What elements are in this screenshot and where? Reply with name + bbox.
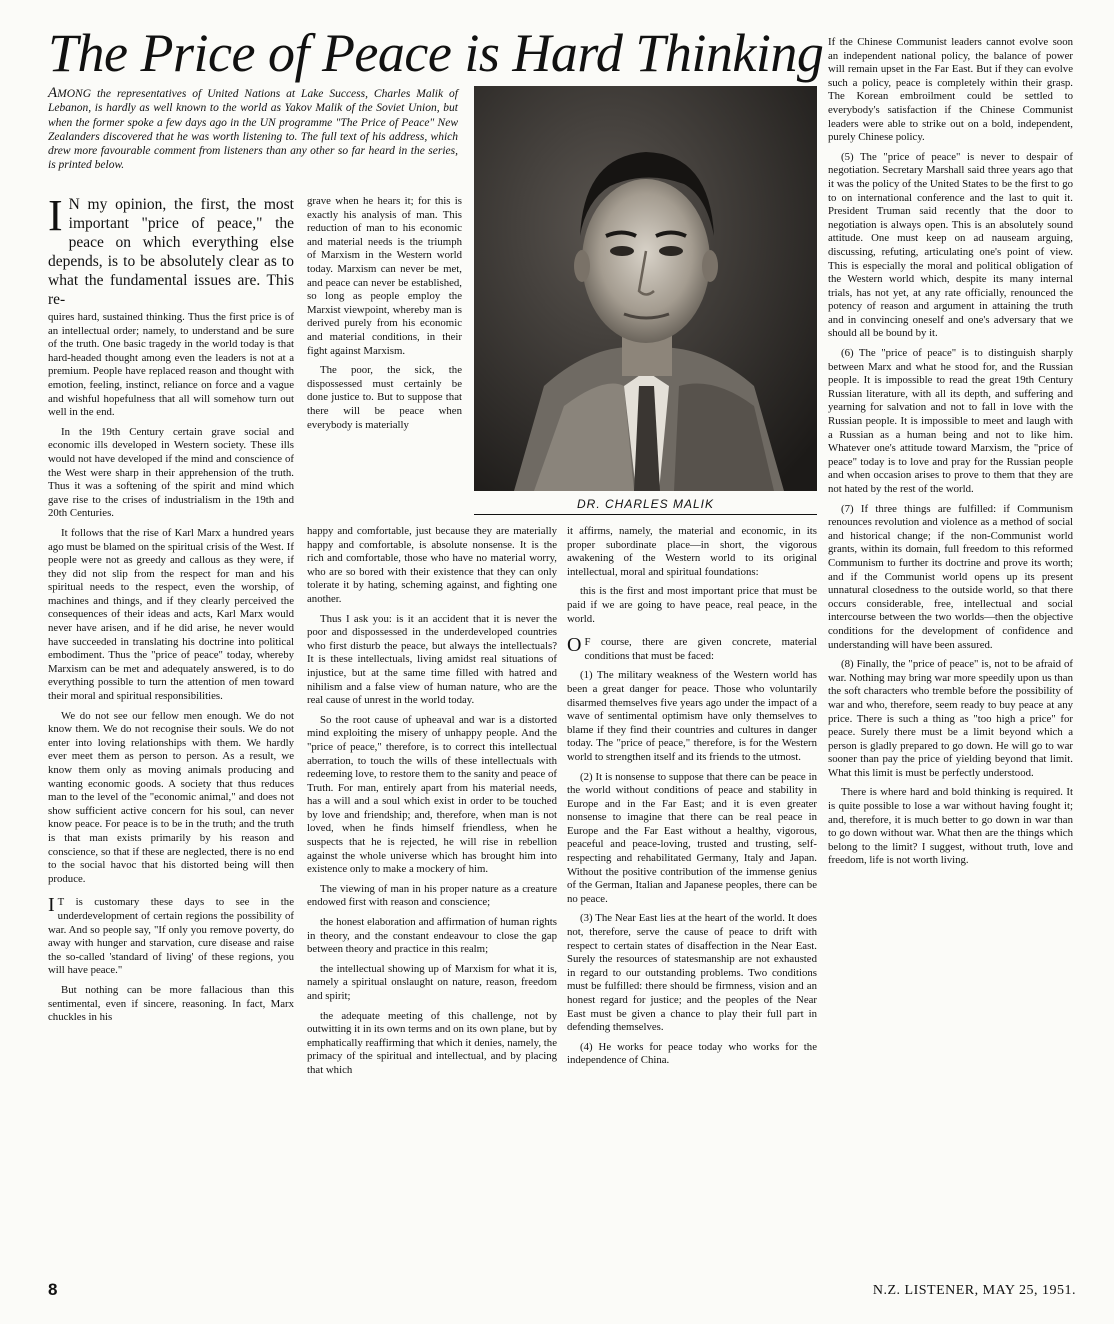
paragraph: the adequate meeting of this challenge, not by outwitting it in its own terms and on its own plane, but by emphatically reaffirming that which it denies, namely, the primacy of the spiritual and intellectual, and by placing that which <box>307 1009 557 1076</box>
portrait-photo <box>474 86 817 491</box>
paragraph: The viewing of man in his proper nature as a creature endowed first with reason and conscience; <box>307 882 557 909</box>
paragraph: We do not see our fellow men enough. We do not know them. We do not recognise their souls. We do not enter into loving relationships with them. We hardly ever meet them as person to person. As a result, we know them only as moving animals producing and wanting economic goods. A society that thus reduces man to the level of the "economic animal," and does not show sufficient active concern for his soul, can never know peace. For peace is to be in the truth; and the truth is that man exists primarily by his reason and conscience, so that if these are neglected, there is no end to the social havoc that his distorted being will then produce. <box>48 709 294 885</box>
caption-rule <box>474 514 817 515</box>
paragraph: quires hard, sustained thinking. Thus the first price is of an intellectual order; namely, to understand and be sure of the truth. One basic tragedy in the world today is that hard-headed thought among even the leaders is not at a premium. People have replaced reason and thought with emotion, feeling, instinct, reliance on force and a vague and wishful hopefulness that all will somehow turn out well in the end. <box>48 311 294 419</box>
lead-paragraph <box>48 195 294 309</box>
paragraph: So the root cause of upheaval and war is a distorted mind exploiting the misery of unhappy people. And the "price of peace," therefore, is to correct this intellectual aberration, to touch the wills of these intellectuals with redeeming love, to restore them to the sanity and peace of Truth. For man, entirely apart from his material needs, has a will and a soul which exist in order to be touched by love and friendship; and, therefore, when man is not loved, when he finds himself friendless, when he suspects that he is rejected, he will rise in rebellion against the whole universe which has brought him into existence only to make a mockery of him. <box>307 713 557 876</box>
lead-text: N my opinion, the first, the most important "price of peace," the peace on which everything else depends, is to be absolutely clear as to what the fundamental issues are. This re- <box>48 196 294 308</box>
column-3 <box>567 525 817 1255</box>
paragraph: it affirms, namely, the material and economic, in its proper subordinate place—in short, the vigorous awakening of the Western world to its original intellectual, moral and spiritual foundations: <box>567 525 817 578</box>
paragraph: grave when he hears it; for this is exactly his analysis of man. This reduction of man to his economic and material needs is the triumph of Marxism in the Western world today. Marxism can never be met, and peace can never be established, so long as people employ the Marxist viewpoint, whereby man is derived purely from his economic and material conditions, in their fight against Marxism. <box>307 195 462 357</box>
paragraph: But nothing can be more fallacious than this sentimental, even if sincere, reasoning. In fact, Marx chuckles in his <box>48 983 294 1024</box>
paragraph: (7) If three things are fulfilled: if Communism renounces revolution and violence as a method of social and historical change; if the non-Communist world grants, within its domain, full freedom to this reformed Communism to further its doctrine and prove its worth; and if the Communist world opens up its present unnatural closedness to the outside world, so that there occurs considerable, free, intellectual and social intercourse between the two worlds—then the objective conditions for the development of confidence and understanding will have been assured. <box>828 502 1073 651</box>
column-1 <box>48 195 294 1260</box>
paragraph: Thus I ask you: is it an accident that it is never the poor and dispossessed in the underdeveloped countries who first disturb the peace, but always the intellectuals? It is these intellectuals, living amidst real situations of injustice, but at the same time filled with hatred and nihilism and a false view of human nature, who are the real cause of unrest in the world today. <box>307 612 557 707</box>
paragraph: (6) The "price of peace" is to distinguish sharply between Marx and what he stood for, and the Russian people. It is impossible to read the great 19th Century Russian literature, with all its depth, and suffering and yearning for salvation and not to fall in love with the Russian people. It is impossible to meet and laugh with a Russian as a human being and not to like him. Whatever one's attitude toward Marxism, the "price of peace" today is to love and pray for the Russian people and when occasion arises to prove to them that they are not hated by the rest of the world. <box>828 347 1073 495</box>
portrait-illustration <box>474 86 817 491</box>
paragraph: (1) The military weakness of the Western world has been a great danger for peace. Those who voluntarily disarmed themselves five years ago under the impact of a wave of sentimental optimism have only themselves to blame if they find their countries and cultures in danger today. The "price of peace," therefore, is for the Western world to strengthen itself and its friends to the utmost. <box>567 669 817 763</box>
section-text: F course, there are given concrete, material conditions that must be faced: <box>584 636 817 662</box>
paragraph: It follows that the rise of Karl Marx a hundred years ago must be blamed on the spiritual crisis of the West. If people were not as greedy and callous as they were, if they did not slip from the respect for man and his spiritual needs to the respect, even the worship, of machines and things, and if they clearly perceived the consequences of their ideas and acts, Karl Marx would never have arisen, and if he did arise, he never would have succeeded in translating his doctrine into political embodiment. Thus the "price of peace" today, whereby Marxism can be met and adequately answered, is to do everything possible to turn the attention of men toward their moral and spiritual responsibilities. <box>48 526 294 703</box>
section-initial: I <box>48 894 55 917</box>
paragraph: happy and comfortable, just because they are materially happy and comfortable, is absolute nonsense. It is the rich and comfortable, those who have no material worry, who are so bored with their existence that they can only tolerate it by hating, scheming against, and fighting one another. <box>307 525 557 605</box>
page-number: 8 <box>48 1280 58 1299</box>
intro-text: MONG the representatives of United Nations at Lake Success, Charles Malik of Lebanon, is hardly as well known to the world as Yakov Malik of the Soviet Union, but when the former spoke a few days ago in the UN programme "The Price of Peace" New Zealanders discovered that he was worth listening to. The full text of his address, which drew more favourable comment from listeners than any other so far heard in the series, is printed below. <box>48 88 458 172</box>
article-title: The Price of Peace is Hard Thinking <box>48 23 824 83</box>
section-paragraph <box>567 636 817 663</box>
column-2-bottom <box>307 525 557 1255</box>
section-paragraph <box>48 896 294 978</box>
intro-initial: A <box>48 85 58 101</box>
paragraph: If the Chinese Communist leaders cannot evolve soon an independent national policy, the balance of power will remain upset in the Far East. But if they can evolve such a policy, peace is completely within their grasp. The Korean embroilment could be settled to everybody's satisfaction if the Chinese Communist leaders were able to strike out on a bold, independent, purely Chinese policy. <box>828 36 1073 144</box>
column-4 <box>828 36 1073 1256</box>
paragraph: the intellectual showing up of Marxism for what it is, namely a spiritual onslaught on nature, reason, freedom and spirit; <box>307 962 557 1002</box>
paragraph: (2) It is nonsense to suppose that there can be peace in the world without conditions of peace and stability in Europe and in the Far East; and it is even greater nonsense to imagine that there can be real peace in Europe and the Far East without a healthy, vigorous, peaceful and peace-loving, trusted and trusting, self-respecting and rehabilitated Germany, Italy and Japan. Without the positive contribution of the immense genius of the German, Italian and Japanese peoples, there can be no peace. <box>567 770 817 905</box>
paragraph: (3) The Near East lies at the heart of the world. It does not, therefore, serve the cause of peace to drift with respect to certain states of disaffection in the Near East. Surely the resources of statesmanship are not exhausted in regard to our outstanding problems. Two conditions must be fulfilled: there should be firmness, vision and an honest regard for justice; and the peoples of the Near East must be given a chance to play their full part in defending themselves. <box>567 912 817 1034</box>
paragraph: In the 19th Century certain grave social and economic ills developed in Western society. These ills would not have developed if the mind and conscience of the West were sharp in their apprehension of the truth. Thus it was a softening of the spirit and mind which gave rise to the crises of industrialism in the 19th and 20th Centuries. <box>48 425 294 520</box>
paragraph: (8) Finally, the "price of peace" is, not to be afraid of war. Nothing may bring war more speedily upon us than the soft characters who tremble before the possibility of war and who, therefore, seem ready to buy peace at any price. There is such a thing as "too high a price" for peace. Surely there must be a limit beyond which a person is gladly prepared to go down. He will go to war sooner than pay the price of yielding beyond that limit. What this limit is must be perfectly understood. <box>828 658 1073 779</box>
paragraph: (4) He works for peace today who works for the independence of China. <box>567 1040 817 1067</box>
drop-cap: I <box>48 195 63 240</box>
paragraph: this is the first and most important price that must be paid if we are going to have peace, real peace, in the world. <box>567 585 817 625</box>
section-text: T is customary these days to see in the underdevelopment of certain regions the possibility of war. And so people say, "If only you remove poverty, do away with hunger and starvation, cure disease and raise the so-called 'standard of living' of these regions, you will have peace." <box>48 896 294 977</box>
paragraph: the honest elaboration and affirmation of human rights in theory, and the constant endeavour to close the gap between theory and practice in this realm; <box>307 916 557 956</box>
paragraph: The poor, the sick, the dispossessed must certainly be done justice to. But to suppose that there will be peace when everybody is materially <box>307 364 462 431</box>
paragraph: (5) The "price of peace" is never to despair of negotiation. Secretary Marshall said three years ago that it was the policy of the United States to be the first to go to on international conference and the last to quit it. President Truman said recently that the door to negotiation is always open. This is an absolutely sound attitude. One must keep on ad nauseam arguing, discussing, refuting, articulating one's point of view. This is especially the moral and political obligation of the Western world which, despite its many internal trials, has not yet, at any rate officially, renounced the potency of reason and argument in attaining the truth and in convincing oneself and one's adversary that we should all be bound by it. <box>828 150 1073 340</box>
publication-line: N.Z. LISTENER, MAY 25, 1951. <box>872 1283 1076 1298</box>
column-2-top <box>307 195 462 525</box>
article-intro <box>48 86 458 173</box>
section-initial: O <box>567 634 582 657</box>
paragraph: There is where hard and bold thinking is required. It is quite possible to lose a war without having fought it; and, therefore, it is much better to go down in war than to go down without war. What then are the things which belong to the limit? I suggest, without truth, love and freedom, life is not worth living. <box>828 786 1073 867</box>
photo-caption: DR. CHARLES MALIK <box>576 497 715 511</box>
